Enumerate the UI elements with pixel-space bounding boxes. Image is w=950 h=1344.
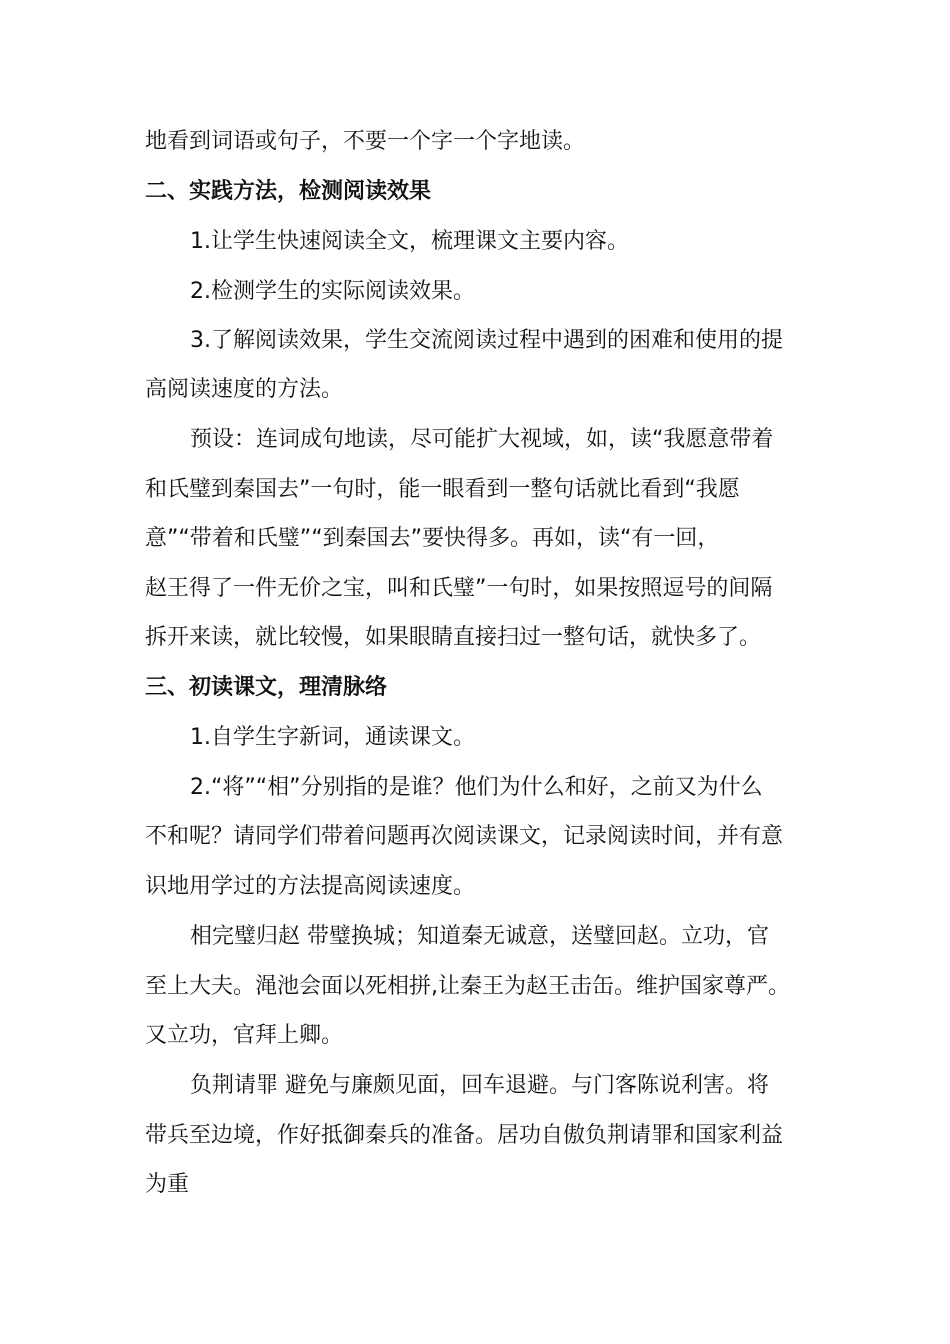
list-item-3-2-cont-2: 识地用学过的方法提高阅读速度。	[145, 874, 476, 899]
paragraph-continuation: 地看到词语或句子，不要一个字一个字地读。	[145, 129, 586, 154]
preset-paragraph-line-4: 赵王得了一件无价之宝，叫和氏璧”一句时，如果按照逗号的间隔	[145, 576, 773, 601]
section-heading-2: 二、实践方法，检测阅读效果	[145, 179, 432, 204]
list-item-3-2-cont-1: 不和呢？请同学们带着问题再次阅读课文，记录阅读时间，并有意	[145, 824, 784, 849]
list-item-2-3: 3.了解阅读效果，学生交流阅读过程中遇到的困难和使用的提	[190, 328, 783, 353]
preset-paragraph-line-5: 拆开来读，就比较慢，如果眼睛直接扫过一整句话，就快多了。	[145, 625, 762, 650]
summary-jiang-line-1: 负荆请罪 避免与廉颇见面，回车退避。与门客陈说利害。将	[190, 1073, 769, 1098]
section-heading-3: 三、初读课文，理清脉络	[145, 675, 388, 700]
summary-jiang-line-3: 为重	[145, 1172, 190, 1197]
summary-xiang-line-3: 又立功，官拜上卿。	[145, 1023, 344, 1048]
preset-paragraph-line-1: 预设：连词成句地读，尽可能扩大视域，如，读“我愿意带着	[190, 427, 774, 452]
list-item-2-3-cont: 高阅读速度的方法。	[145, 377, 344, 402]
list-item-2-2: 2.检测学生的实际阅读效果。	[190, 279, 475, 304]
preset-paragraph-line-2: 和氏璧到秦国去”一句时，能一眼看到一整句话就比看到“我愿	[145, 477, 740, 502]
summary-xiang-line-1: 相完璧归赵 带璧换城；知道秦无诚意，送璧回赵。立功，官	[190, 924, 769, 949]
summary-xiang-line-2: 至上大夫。渑池会面以死相拼,让秦王为赵王击缶。维护国家尊严。	[145, 974, 790, 999]
preset-paragraph-line-3: 意”“带着和氏璧”“到秦国去”要快得多。再如，读“有一回，	[145, 526, 720, 551]
list-item-3-1: 1.自学生字新词，通读课文。	[190, 725, 475, 750]
list-item-3-2: 2.“将”“相”分别指的是谁？他们为什么和好，之前又为什么	[190, 775, 763, 800]
list-item-2-1: 1.让学生快速阅读全文，梳理课文主要内容。	[190, 229, 629, 254]
summary-jiang-line-2: 带兵至边境，作好抵御秦兵的准备。居功自傲负荆请罪和国家利益	[145, 1123, 784, 1148]
